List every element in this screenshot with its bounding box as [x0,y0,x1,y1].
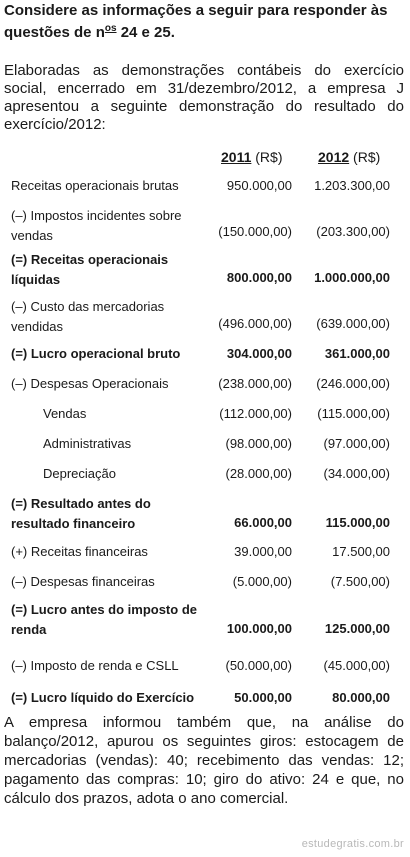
heading-tail: 24 e 25. [116,24,175,41]
row-value-2011: (112.000,00) [219,406,292,421]
row-label: (=) Resultado antes do resultado financeiro [11,496,151,531]
column-year-2011: 2011 [221,149,252,165]
intro-paragraph: Elaboradas as demonstrações contábeis do exercício social, encerrado em 31/dezembro/2012, a empresa J apresentou a seguinte demonstração do resultado do exercício/2012: [4,62,404,133]
row-value-2011: (5.000,00) [232,574,292,589]
column-unit-2011: (R$) [251,149,283,165]
heading-superscript: os [104,23,117,34]
heading-main: Considere as informações a seguir para responder às questões de n [4,2,388,41]
question-heading [4,2,404,42]
row-value-2011: (150.000,00) [218,224,292,239]
site-watermark: estudegratis.com.br [301,838,404,850]
row-label: (–) Imposto de renda e CSLL [11,658,179,673]
column-header-2012 [318,149,380,165]
row-value-2011: 100.000,00 [226,621,292,636]
row-value-2012: 1.000.000,00 [314,270,390,285]
row-value-2012: (639.000,00) [316,316,390,331]
row-label: (–) Despesas financeiras [11,574,155,589]
row-label: (=) Lucro líquido do Exercício [11,690,195,705]
row-label: (–) Impostos incidentes sobre vendas [11,208,182,243]
row-value-2012: (115.000,00) [317,406,390,421]
row-label: (–) Custo das mercadorias vendidas [11,299,165,334]
row-label: Vendas [43,406,87,421]
closing-paragraph: A empresa informou também que, na análise do balanço/2012, apurou os seguintes giros: estocagem de mercadorias (vendas): 40; recebimento das vendas: 12; pagamento das compras: 10; giro do ativo: 24 e que, no cálculo dos prazos, adota o ano comercial. [4,714,404,807]
row-value-2011: 50.000,00 [234,690,292,705]
row-label: Depreciação [43,466,116,481]
row-value-2011: 66.000,00 [234,515,292,530]
row-label: Receitas operacionais brutas [11,178,179,193]
row-value-2012: (34.000,00) [323,466,390,481]
row-value-2011: (28.000,00) [225,466,292,481]
row-value-2011: 950.000,00 [226,178,292,193]
row-label: (–) Despesas Operacionais [11,376,169,391]
column-year-2012: 2012 [318,149,350,165]
column-unit-2012: (R$) [349,149,381,165]
row-value-2012: (7.500,00) [330,574,390,589]
row-value-2011: 39.000,00 [234,544,292,559]
row-value-2011: (98.000,00) [225,436,292,451]
row-value-2011: 304.000,00 [226,346,292,361]
row-label: (=) Lucro antes do imposto de renda [11,602,197,637]
row-value-2012: 125.000,00 [324,621,390,636]
row-label: Administrativas [43,436,132,451]
row-value-2012: 1.203.300,00 [314,178,390,193]
row-label: (=) Lucro operacional bruto [11,346,181,361]
row-value-2011: 800.000,00 [226,270,292,285]
row-value-2012: (246.000,00) [316,376,390,391]
row-value-2012: (45.000,00) [323,658,390,673]
row-value-2012: (203.300,00) [316,224,390,239]
row-label: (=) Receitas operacionais líquidas [11,252,169,287]
row-value-2011: (50.000,00) [225,658,292,673]
row-value-2011: (238.000,00) [218,376,292,391]
row-label: (+) Receitas financeiras [11,544,148,559]
column-header-2011 [221,149,283,165]
row-value-2012: (97.000,00) [323,436,390,451]
row-value-2011: (496.000,00) [218,316,292,331]
row-value-2012: 80.000,00 [332,690,390,705]
row-value-2012: 361.000,00 [324,346,390,361]
row-value-2012: 17.500,00 [332,544,390,559]
row-value-2012: 115.000,00 [325,515,390,530]
